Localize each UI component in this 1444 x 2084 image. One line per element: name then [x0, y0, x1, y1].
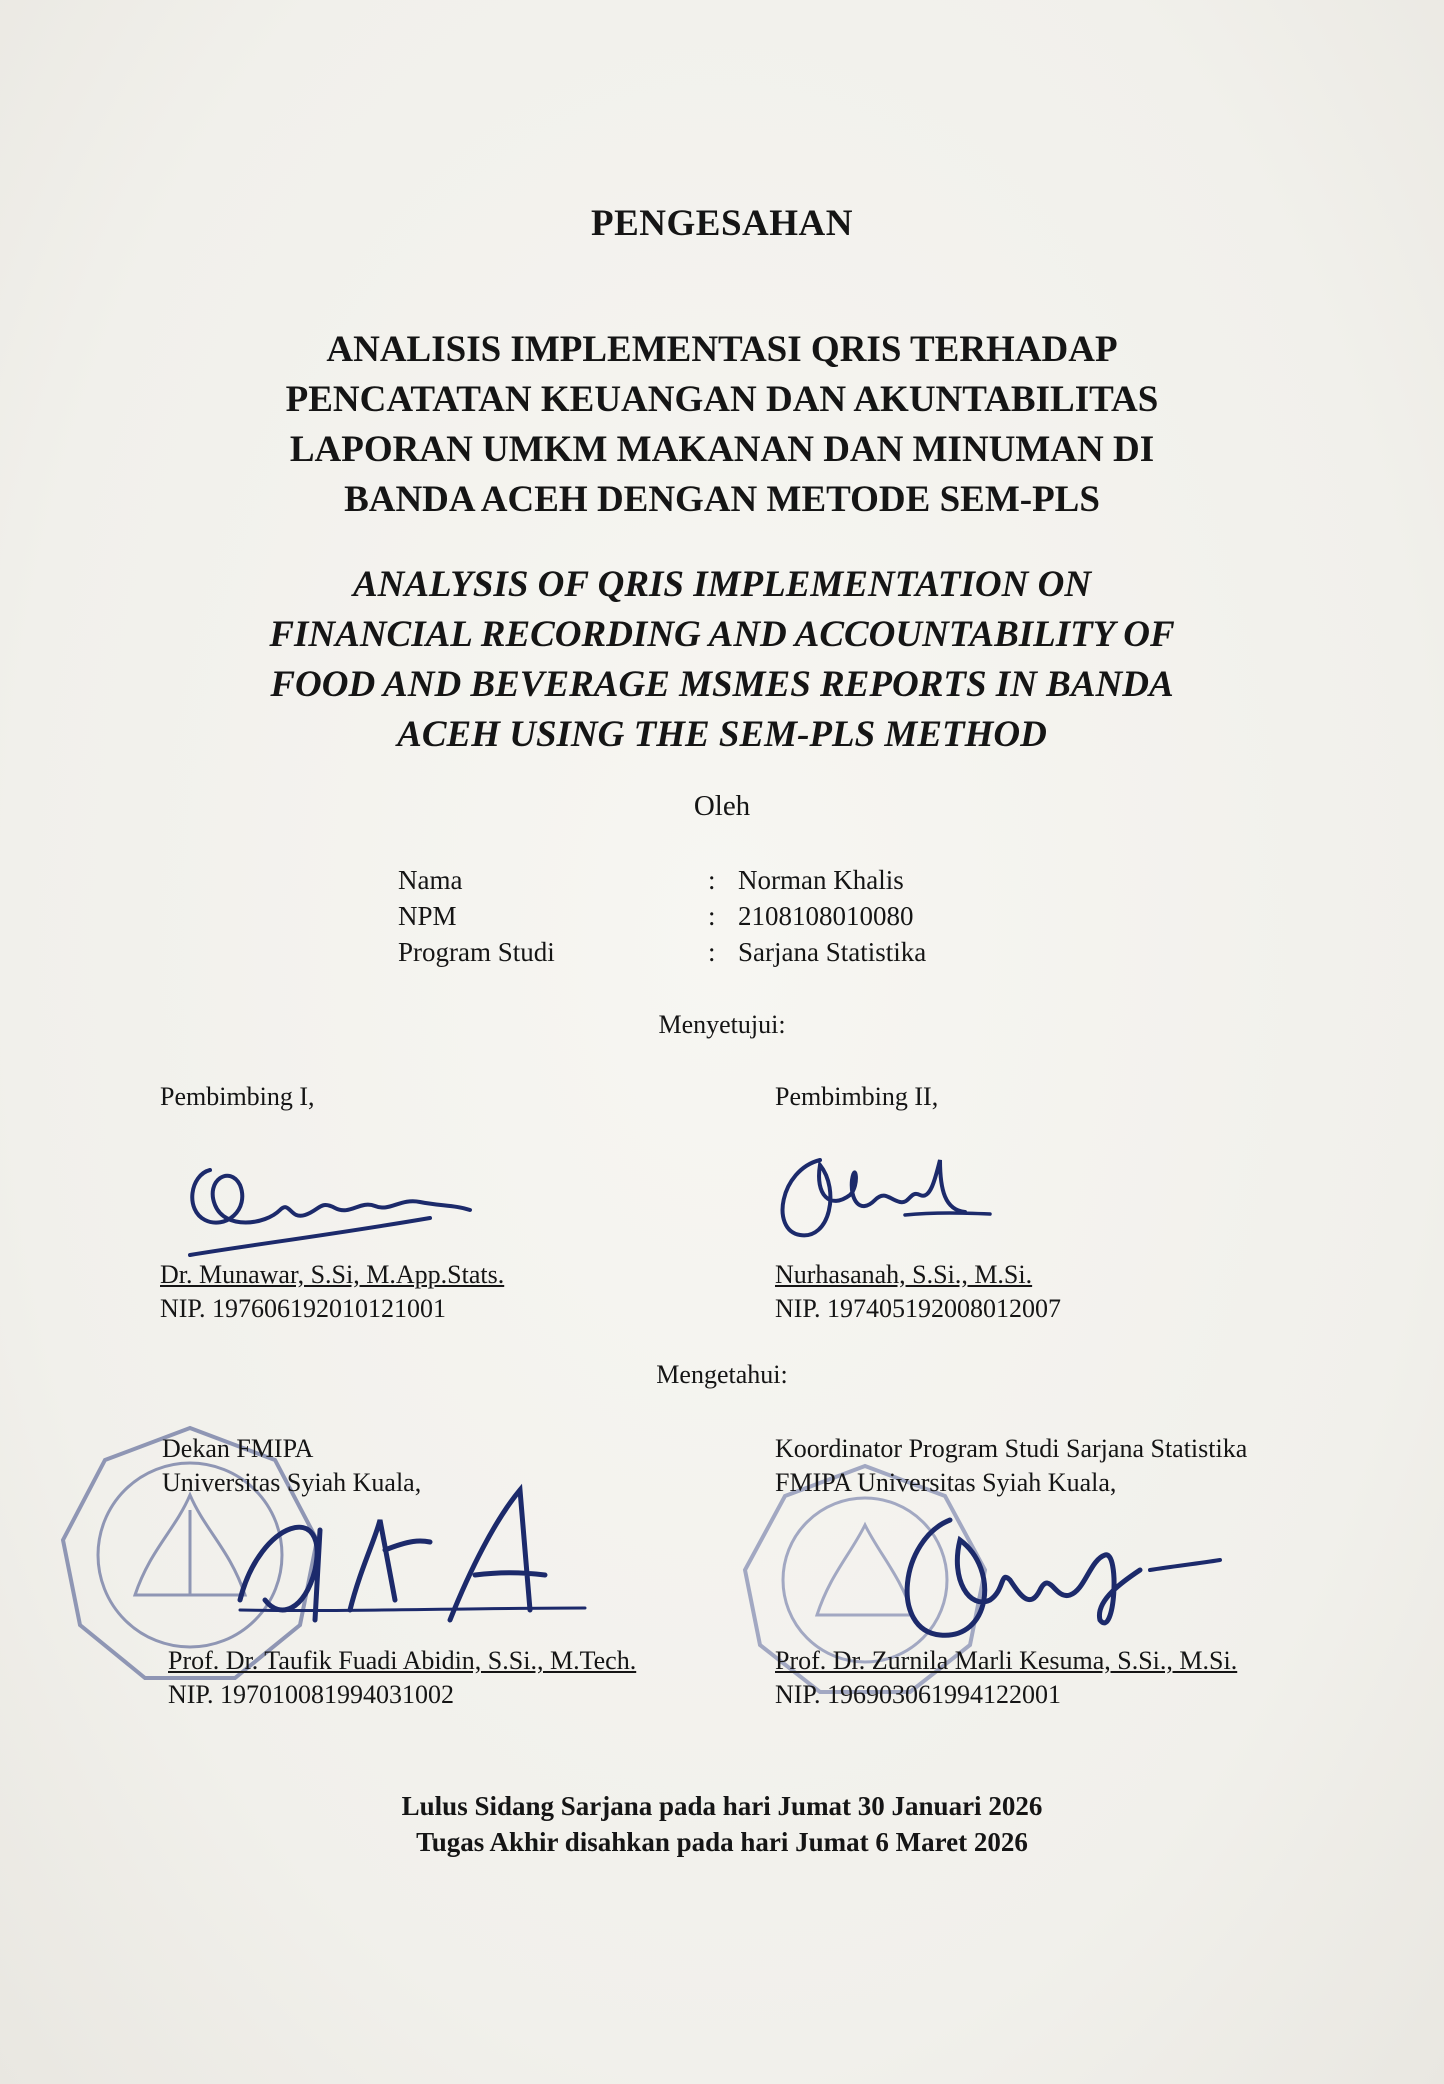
title-en-line: FOOD AND BEVERAGE MSMES REPORTS IN BANDA	[270, 664, 1174, 705]
title-id-line: BANDA ACEH DENGAN METODE SEM-PLS	[344, 479, 1100, 520]
coordinator-role-line2: FMIPA Universitas Syiah Kuala,	[775, 1468, 1117, 1497]
coordinator-name: Prof. Dr. Zurnila Marli Kesuma, S.Si., M.Si.	[775, 1646, 1238, 1675]
by-label: Oleh	[693, 790, 751, 822]
coordinator-role	[775, 1432, 1247, 1500]
npm-value: 2108108010080	[738, 901, 914, 931]
title-id-line: LAPORAN UMKM MAKANAN DAN MINUMAN DI	[289, 429, 1155, 470]
coordinator-role-line1: Koordinator Program Studi Sarjana Statistika	[775, 1434, 1248, 1463]
colon: :	[708, 865, 716, 895]
supervisor1-signature	[170, 1140, 470, 1270]
supervisor1-name: Dr. Munawar, S.Si, M.App.Stats.	[160, 1260, 505, 1289]
dean-name: Prof. Dr. Taufik Fuadi Abidin, S.Si., M.Tech.	[168, 1646, 637, 1675]
coordinator-nip: NIP. 196903061994122001	[775, 1680, 1062, 1709]
title-id-line: PENCATATAN KEUANGAN DAN AKUNTABILITAS	[285, 379, 1159, 420]
thesis-title-english	[0, 560, 1444, 760]
program-value: Sarjana Statistika	[738, 937, 927, 967]
thesis-title-indonesian	[0, 325, 1444, 525]
ratification-date-line: Tugas Akhir disahkan pada hari Jumat 6 Maret 2026	[416, 1827, 1028, 1857]
title-en-line: ANALYSIS OF QRIS IMPLEMENTATION ON	[352, 564, 1092, 605]
supervisor1-role: Pembimbing I,	[160, 1082, 315, 1111]
program-label: Program Studi	[398, 937, 555, 967]
student-npm-row	[398, 898, 926, 934]
colon: :	[708, 937, 716, 967]
graduation-date-line: Lulus Sidang Sarjana pada hari Jumat 30 Januari 2026	[401, 1791, 1043, 1821]
dean-role-line2: Universitas Syiah Kuala,	[162, 1468, 422, 1497]
supervisor2-role: Pembimbing II,	[775, 1082, 939, 1111]
supervisor1-details	[160, 1258, 504, 1326]
supervisor1-nip: NIP. 197606192010121001	[160, 1294, 447, 1323]
student-name-row	[398, 862, 926, 898]
title-id-line: ANALISIS IMPLEMENTASI QRIS TERHADAP	[326, 329, 1118, 370]
page-heading: PENGESAHAN	[591, 203, 853, 244]
name-value: Norman Khalis	[738, 865, 904, 895]
graduation-info	[0, 1788, 1444, 1860]
title-en-line: ACEH USING THE SEM-PLS METHOD	[397, 714, 1047, 755]
title-en-line: FINANCIAL RECORDING AND ACCOUNTABILITY OF	[269, 614, 1175, 655]
npm-label: NPM	[398, 901, 457, 931]
student-program-row	[398, 934, 926, 970]
dean-nip: NIP. 197010081994031002	[168, 1680, 455, 1709]
dean-details	[168, 1644, 636, 1712]
supervisor2-signature	[760, 1140, 1000, 1260]
dean-signature	[220, 1480, 600, 1640]
supervisor2-nip: NIP. 197405192008012007	[775, 1294, 1062, 1323]
coordinator-details	[775, 1644, 1237, 1712]
acknowledged-label: Mengetahui:	[656, 1360, 788, 1389]
supervisor2-details	[775, 1258, 1061, 1326]
colon: :	[708, 901, 716, 931]
coordinator-signature	[890, 1500, 1230, 1650]
approved-label: Menyetujui:	[658, 1010, 786, 1039]
dean-role-line1: Dekan FMIPA	[162, 1434, 314, 1463]
student-info	[398, 862, 926, 970]
name-label: Nama	[398, 865, 463, 895]
supervisor2-name: Nurhasanah, S.Si., M.Si.	[775, 1260, 1033, 1289]
